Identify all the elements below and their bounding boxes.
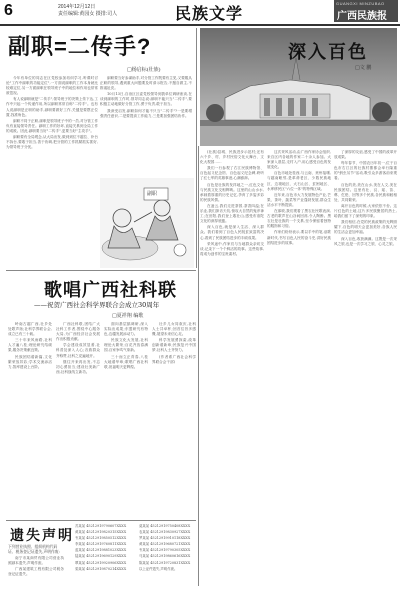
essay-left-byline: □杨启标(壮族)	[127, 67, 161, 73]
essay-left-illustration	[100, 178, 194, 268]
social-science-verse-1: 岭南古越广西,壮乡处处歌声扬;社科学界联合会,成立已有三十载。 三十年来风雨路,社科人才遍八桂;理论研究结硕果,服务决策献良策。 民族团结谱新篇,文化繁荣放异彩;学术交流添活力,智库建设上台阶。	[8, 322, 52, 369]
page-number: 6	[4, 2, 13, 19]
paper-logo-box	[334, 0, 398, 22]
lost-notices-column-1: 南宁市某商贸有限公司营业执照副本遗失,声明作废。 广西某建筑工程有限公司税务登记证遗失。	[8, 556, 64, 577]
essay-right-column-1: (壮族)县城、民族进步示范村;还有六个乡、村、乡村民俗文化大舞台、文化大观园…… 我们一行参观了右江民族博物馆、百色起义纪念馆、百色起义纪念碑,聆听了红七军的英雄事迹,心潮澎湃。 百色是壮族的发祥地之一,红色文化与民族文化交相辉映。这里的山山水水,承载着厚重的历史记忆,孕育了多姿多彩的民族风情。 在凌云,我们走进茶园,茶香四溢;在乐业,我们探访天坑,惊叹大自然的鬼斧神工;在田阳,我们登上敢壮山,感受布洛陀文化的深厚底蕴。 深入百色,就是深入生活、深入群众。我们看到了百色人民脱贫致富的决心,看到了民族团结进步的丰硕成果。 采风途中,作家们与当地群众亲切交谈,记录下一个个鲜活的故事。这些故事,将成为创作的宝贵素材。	[200, 150, 264, 256]
lost-notices-title: 遗失声明	[10, 528, 74, 544]
paper-name: 广西民族报	[337, 11, 387, 22]
essay-right-column-2: 这次采风活动,由广西作家协会组织,来自区内各地的作家二十余人参加。大家深入基层,走村入户,用心感受百色的发展变化。 百色市地处桂西,与云南、贵州接壤,与越南毗邻,是革命老区、少数民族地区、边境地区、大石山区、贫困地区、水库移民区"六位一体"的特殊区域。 近年来,百色市大力发展特色产业,芒果、茶叶、蔬菜等产业蓬勃发展,群众生活水平不断提高。 在那坡,我们观看了黑衣壮民歌表演,古老的歌声在山谷间回荡,令人陶醉。黑衣壮是壮族的一个支系,至今保留着独特的服饰和习俗。 作家们纷纷表示,要以手中的笔,讴歌新时代,书写百色人民的奋斗史,讲好民族团结进步的故事。	[267, 150, 331, 245]
editors-line: 责任编辑:黄园女 摄排:司人	[58, 11, 118, 17]
paper-pinyin: GUANGXI MINZUBAO	[336, 1, 385, 6]
social-science-verse-4: 壮乡儿女同欢庆,社科人士共举杯;回首往昔多感慨,展望未来信心足。 科学发展勇探索,改革创新谱新章;民族复兴中国梦,社科人士齐努力。 (作者系广西社会科学界联合会干部)	[152, 322, 196, 364]
essay-right-title: 深入百色	[288, 42, 368, 63]
lost-notices-intro: 下列营业执照、组织机构代码证、税务登记证遗失,声明作废:	[8, 544, 60, 554]
social-science-title: 歌唱广西社科联	[44, 280, 177, 301]
social-science-verse-3: 面向基层搞调研,深入实际出成果;东盟研究有特色,边疆发展添动力。 民族文化大发展,社科理论大繁荣;百花齐放春满园,百家争鸣气象新。 三十而立正青春,八桂大地谱华章;歌唱广西社科联,祝福明天更辉煌。	[104, 322, 148, 369]
essay-left-column-1: 今年有单位的同志在区党校参加培训学习,听课时讨论"工作中副职的功能定位",一方面说副职的工作本身就比较难定位,另一方面副职在领导班子中的地位和作用也常常被忽视。 有人说副职就是"二传手",领导班子的决策上传下达,工作中只起一个传递作用,所以副职常常自称"二传手"。也有人说副职是正职的助手,副职要做好工作,关键是要摆正位置,找准角色。 副职不同于正职,副职是领导班子中的一员,对分管工作负有直接领导责任。副职工作的好坏,直接关系到全局工作的成败。因此,副职要当好"二传手",更要当好"主攻手"。 副职要有全局观念,从大局出发,做到到位不越位、补台不拆台,要敢于担当,善于协调,把分管的工作抓紧抓实抓好,为领导班子分忧。	[6, 76, 98, 150]
essay-right-byline: □文 鹏	[355, 65, 372, 71]
date-line: 2014年12月12日	[58, 4, 96, 10]
social-science-subtitle: ——祝贺广西社会科学界联合会成立30周年	[34, 301, 160, 309]
lost-notices-column-3: 莫某某 45212919750408XXXX 农某某 45212919830927XXXX 罗某某 45212919910118XXXX 黄某某 45212919680721XXXX 韦某某 45212919790305XXXX 马某某 45212919860616XXXX 陈某某 45212919720831XXXX 以上证件遗失,声明作废。	[139, 524, 191, 571]
lost-notices-column-2: 苏某某 45212919790607XXXX 黄某某 45212919820315XXXX 韦某某 45212919850512XXXX 李某某 45212919760811XXXX 蓝某某 45212919881023XXXX 陆某某 45212919690129XXXX 覃某某 45212919920906XXXX 梁某某 45212919870214XXXX	[75, 524, 127, 571]
social-science-byline: □夏祥翔 编歌	[112, 313, 144, 319]
essay-right-column-3: 了深厚的友谊,感受了中国的改革开放成果。 每年春节、中国农历年初一,位于百色市右江区的壮族村寨都会举行隆重的"蚂虫另节"活动,吸引众多游客前来观看。 百色的美,美在山水,美在人文,美在民族团结。这里有壮、汉、瑶、苗、彝、仡佬、回等多个民族,各民族和睦相处、共同繁荣。 离开百色的时候,大家依依不舍。这片红色的土地,这片多民族聚居的热土,给我们留下了深刻的印象。 我们相信,在党的民族政策的光辉照耀下,百色的明天会更加美好,各族人民的生活会更加幸福。 深入百色,收获满满。这既是一次采风之旅,也是一次学习之旅、心灵之旅。	[334, 150, 397, 246]
essay-left-title: 副职=二传手?	[8, 34, 152, 59]
section-title: 民族文学	[175, 4, 244, 23]
illustration-label: 副职	[147, 191, 158, 197]
social-science-verse-2: 广西社科联,团结广大社科工作者,围绕中心服务大局,为广西经济社会发展作出积极贡献。 学会建设成效显著,社科普及深入人心;各族群众齐称赞,社科之花遍地开。 继往开来再出发,不忘初心勇担当;建设壮美新广西,社科战线立新功。	[56, 322, 100, 374]
essay-left-column-2: 副职要当好参谋助手,对分管工作既要有主见,又要服从正职的领导,遇到重大问题要及时请示报告,不擅自做主,不推诿扯皮。 10月13日,自治区区委党校领导到我单位调研座谈,在谈到副职的工作时,领导同志说:副职不能只当"二传手",要积极主动地做好分管工作,勇于负责,敢于担当。 我深受启发,副职如何才能不只当"二传手"?一是要增强责任意识,二是要提高工作能力,三是要加强团结协作。	[100, 76, 192, 118]
